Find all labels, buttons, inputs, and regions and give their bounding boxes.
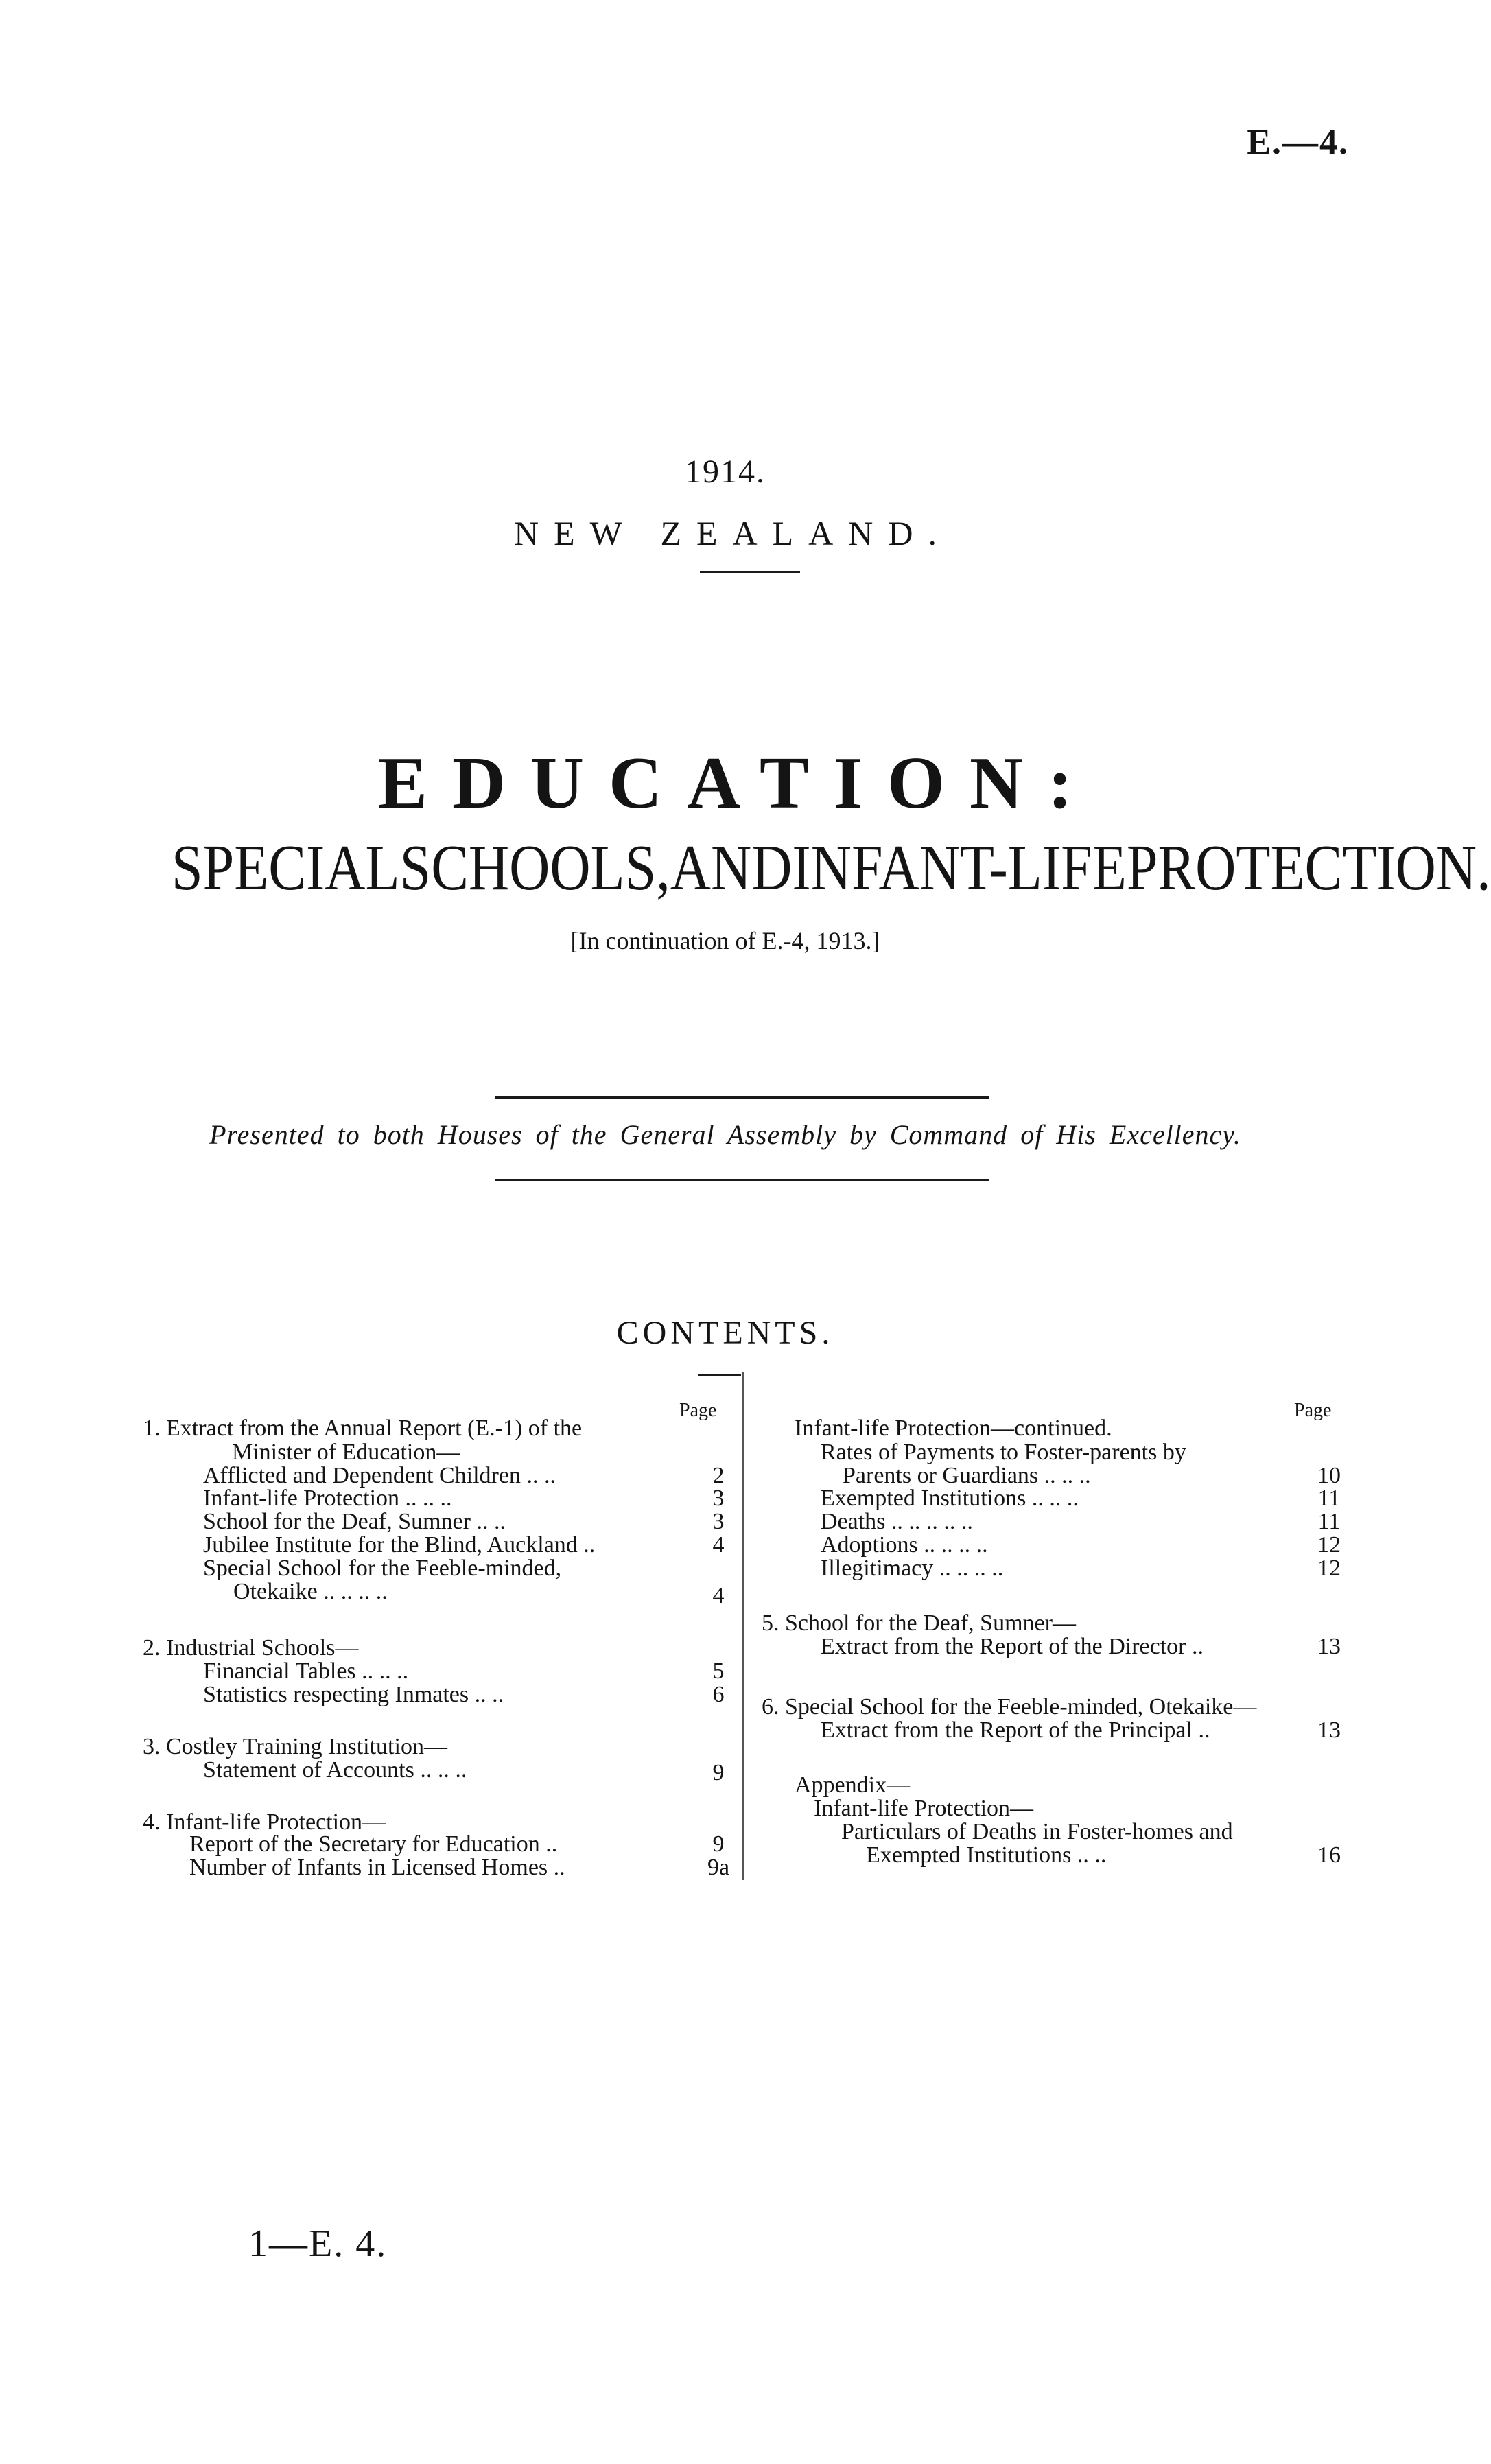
page-number: 5 — [712, 1658, 725, 1684]
contents-entry: Adoptions .. .. .. .. — [821, 1532, 988, 1558]
contents-entry: Exempted Institutions .. .. .. — [821, 1486, 1079, 1511]
page-number: 9a — [707, 1855, 730, 1880]
page-title: EDUCATION: — [377, 742, 1098, 824]
page-number: 3 — [712, 1486, 725, 1511]
page-column-label: Page — [1294, 1400, 1332, 1421]
contents-entry: Special School for the Feeble-minded, — [203, 1556, 562, 1581]
contents-entry: Afflicted and Dependent Children .. .. — [203, 1463, 556, 1488]
page-number: 9 — [712, 1831, 725, 1857]
page-number: 11 — [1317, 1486, 1341, 1511]
page-number: 13 — [1317, 1717, 1341, 1743]
continuation-note: [In continuation of E.-4, 1913.] — [570, 927, 880, 954]
contents-heading: CONTENTS. — [616, 1315, 834, 1351]
contents-entry: Exempted Institutions .. .. — [866, 1842, 1107, 1868]
contents-entry: Otekaike .. .. .. .. — [233, 1579, 388, 1604]
contents-entry: Parents or Guardians .. .. .. — [843, 1463, 1091, 1488]
contents-entry: Statistics respecting Inmates .. .. — [203, 1682, 504, 1707]
contents-entry: Rates of Payments to Foster-parents by — [821, 1440, 1186, 1465]
rule-short-1 — [700, 571, 800, 573]
contents-entry: Jubilee Institute for the Blind, Auckland .. — [203, 1532, 596, 1558]
page-column-label: Page — [679, 1400, 717, 1421]
subtitle-word: AND — [670, 832, 793, 904]
document-code: E.—4. — [1247, 123, 1349, 162]
page-number: 12 — [1317, 1532, 1341, 1558]
page-number: 12 — [1317, 1556, 1341, 1581]
contents-entry: Illegitimacy .. .. .. .. — [821, 1556, 1004, 1581]
contents-entry: 1. Extract from the Annual Report (E.-1) of the — [143, 1416, 583, 1441]
contents-column-divider — [742, 1372, 744, 1880]
page-number: 10 — [1317, 1463, 1341, 1488]
contents-entry: Particulars of Deaths in Foster-homes and — [841, 1819, 1233, 1844]
year: 1914. — [685, 454, 766, 490]
page-number: 4 — [712, 1532, 725, 1558]
rule-short-2 — [698, 1374, 741, 1376]
subtitle-word: INFANT-LIFE — [792, 832, 1127, 904]
page-number: 3 — [712, 1509, 725, 1534]
page-number: 9 — [712, 1760, 725, 1785]
contents-entry: 6. Special School for the Feeble-minded, Otekaike— — [762, 1694, 1257, 1720]
presented-line: Presented to both Houses of the General Assembly by Command of His Excellency. — [209, 1119, 1241, 1150]
contents-entry: Statement of Accounts .. .. .. — [203, 1757, 467, 1783]
page-number: 6 — [712, 1682, 725, 1707]
contents-entry: Infant-life Protection—continued. — [795, 1416, 1112, 1441]
subtitle-word: SPECIAL — [172, 832, 400, 904]
contents-entry: Report of the Secretary for Education .. — [189, 1831, 558, 1857]
subtitle-word: PROTECTION. — [1126, 832, 1491, 904]
page-number: 2 — [712, 1463, 725, 1488]
contents-entry: Financial Tables .. .. .. — [203, 1658, 409, 1684]
subtitle-word: SCHOOLS, — [399, 832, 670, 904]
contents-entry: Number of Infants in Licensed Homes .. — [189, 1855, 565, 1880]
contents-entry: Extract from the Report of the Principal .. — [821, 1717, 1210, 1743]
contents-entry: Minister of Education— — [232, 1440, 460, 1465]
country: NEW ZEALAND. — [514, 514, 952, 552]
page-number: 4 — [712, 1583, 725, 1608]
contents-entry: Infant-life Protection— — [814, 1796, 1034, 1821]
contents-entry: Deaths .. .. .. .. .. — [821, 1509, 973, 1534]
subtitle — [172, 832, 1491, 904]
contents-entry: 2. Industrial Schools— — [143, 1635, 359, 1661]
contents-entry: 3. Costley Training Institution— — [143, 1734, 447, 1759]
rule-long-bottom — [495, 1179, 989, 1181]
page-number: 16 — [1317, 1842, 1341, 1868]
contents-entry: School for the Deaf, Sumner .. .. — [203, 1509, 506, 1534]
footer-document-code: 1—E. 4. — [248, 2222, 388, 2265]
page-number: 11 — [1317, 1509, 1341, 1534]
contents-entry: Extract from the Report of the Director .. — [821, 1634, 1204, 1659]
contents-entry: 4. Infant-life Protection— — [143, 1809, 386, 1835]
contents-entry: Appendix— — [795, 1772, 911, 1798]
contents-entry: Infant-life Protection .. .. .. — [203, 1486, 452, 1511]
page-number: 13 — [1317, 1634, 1341, 1659]
rule-long-top — [495, 1096, 989, 1099]
contents-entry: 5. School for the Deaf, Sumner— — [762, 1610, 1076, 1636]
